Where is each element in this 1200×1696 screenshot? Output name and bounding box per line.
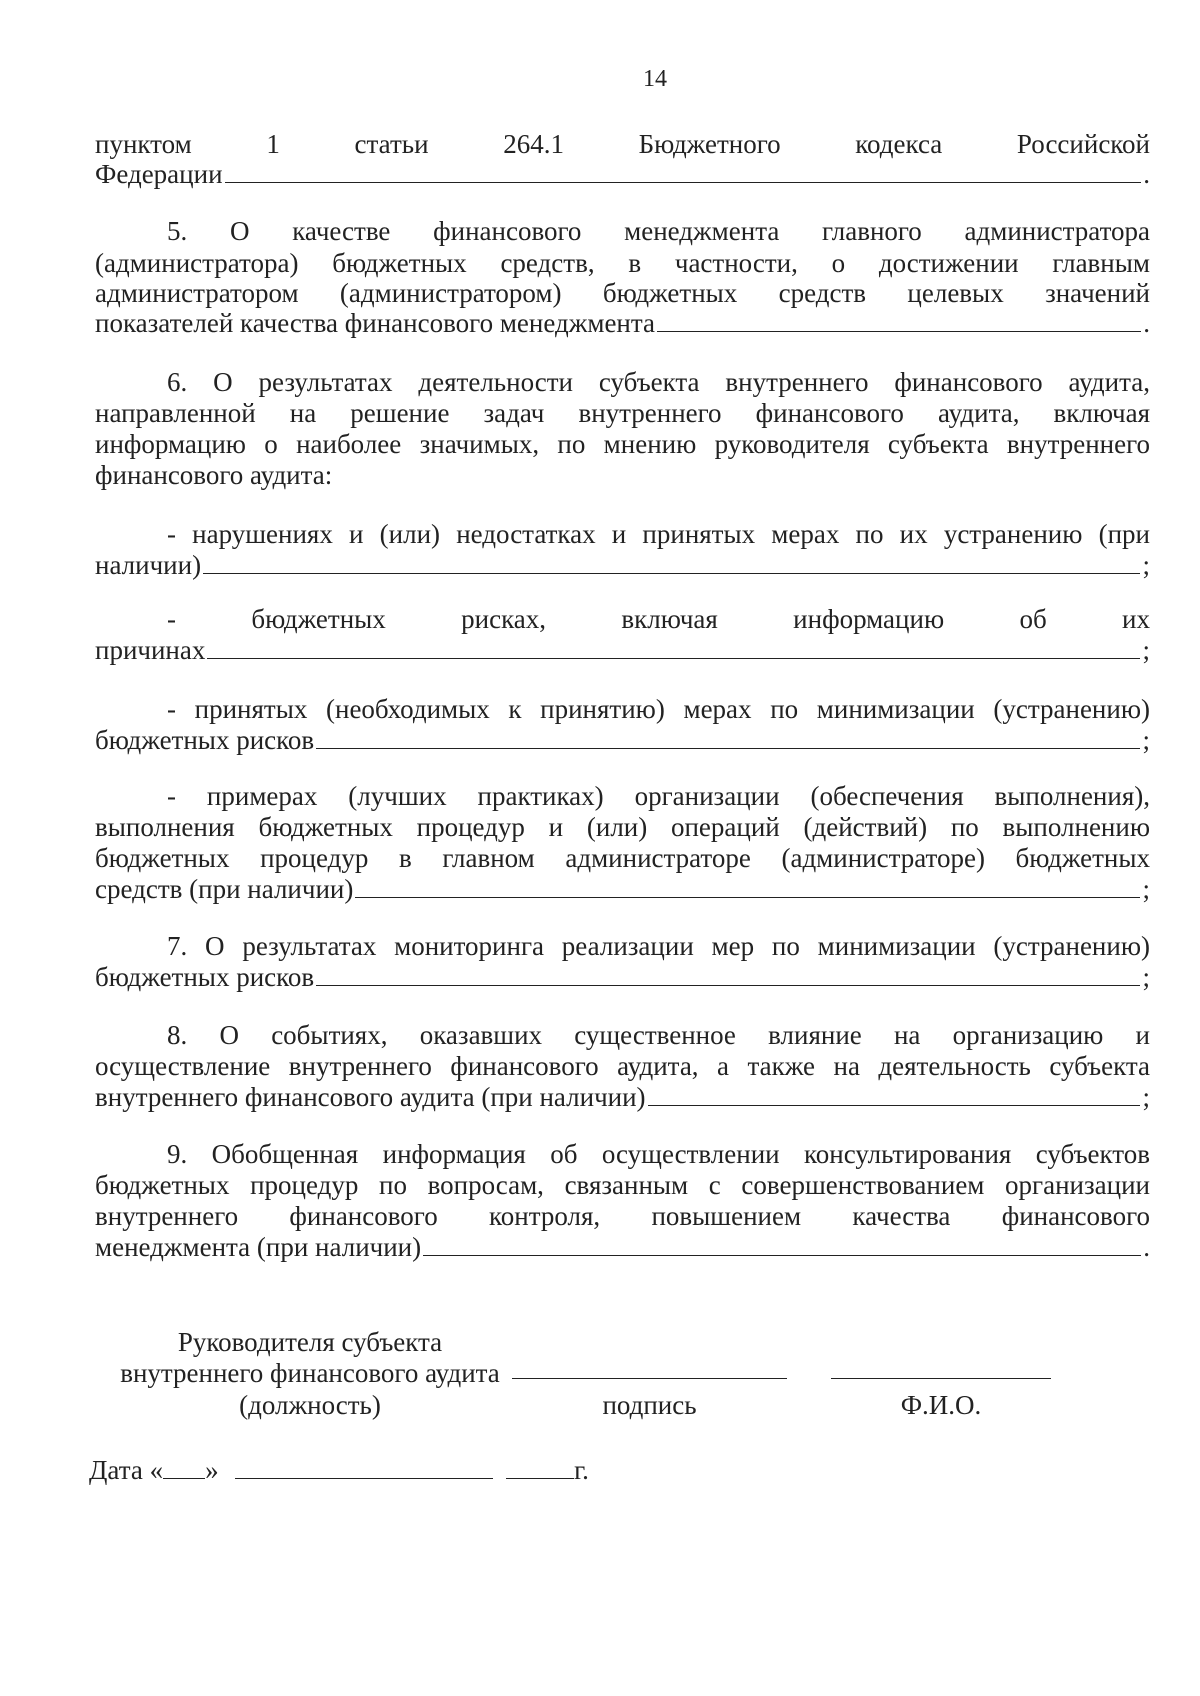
- bullet4-line: выполнения бюджетных процедур и (или) операций (действий) по выполнению: [95, 812, 1150, 842]
- date-day-blank[interactable]: [163, 1454, 205, 1479]
- item6-line: финансового аудита:: [95, 460, 333, 490]
- date-row: [89, 1454, 589, 1486]
- bullet3-blank[interactable]: [316, 724, 1140, 749]
- bullet1-label: наличии): [95, 550, 202, 580]
- item8-fill-line: [95, 1081, 1150, 1113]
- bullet2-label: причинах: [95, 635, 206, 665]
- item8-line: осуществление внутреннего финансового аудита, а также на деятельность субъекта: [95, 1051, 1150, 1081]
- item5-end: .: [1143, 308, 1150, 338]
- date-year-blank[interactable]: [506, 1454, 574, 1479]
- bullet4-end: ;: [1142, 874, 1150, 904]
- continuation-line: пунктом 1 статьи 264.1 Бюджетного кодекса Российской: [95, 129, 1150, 159]
- bullet3-fill-line: [95, 724, 1150, 756]
- item8-label: внутреннего финансового аудита (при наличии): [95, 1082, 646, 1112]
- item9-end: .: [1143, 1232, 1150, 1262]
- bullet4-fill-line: [95, 873, 1150, 905]
- item5-line: 5. О качестве финансового менеджмента главного администратора: [167, 216, 1150, 246]
- signature-line[interactable]: [512, 1378, 787, 1379]
- position-caption: (должность): [239, 1390, 381, 1420]
- bullet2-blank[interactable]: [207, 634, 1140, 659]
- bullet3-line: - принятых (необходимых к принятию) мерах по минимизации (устранению): [167, 694, 1150, 724]
- item7-line: 7. О результатах мониторинга реализации мер по минимизации (устранению): [167, 931, 1150, 961]
- item9-label: менеджмента (при наличии): [95, 1232, 422, 1262]
- date-close-quote: »: [205, 1455, 219, 1485]
- bullet2-line: - бюджетных рисках, включая информацию об их: [167, 604, 1150, 634]
- continuation-blank[interactable]: [225, 158, 1142, 183]
- date-label: Дата «: [89, 1455, 164, 1485]
- bullet3-end: ;: [1142, 725, 1150, 755]
- bullet2-fill-line: [95, 634, 1150, 666]
- date-month-blank[interactable]: [235, 1454, 493, 1479]
- signatory-title: внутреннего финансового аудита: [120, 1358, 500, 1388]
- item9-line: бюджетных процедур по вопросам, связанным с совершенствованием организации: [95, 1170, 1150, 1200]
- item7-end: ;: [1142, 962, 1150, 992]
- signature-caption: подпись: [602, 1390, 697, 1420]
- bullet4-blank[interactable]: [355, 873, 1140, 898]
- bullet1-fill-line: [95, 549, 1150, 581]
- name-line[interactable]: [831, 1378, 1051, 1379]
- item5-label: показателей качества финансового менеджмента: [95, 308, 655, 338]
- item7-blank[interactable]: [316, 961, 1140, 986]
- item7-label: бюджетных рисков: [95, 962, 315, 992]
- continuation-end: .: [1143, 159, 1150, 189]
- item9-blank[interactable]: [423, 1231, 1141, 1256]
- page-number: 14: [643, 66, 667, 92]
- item6-line: направленной на решение задач внутреннего финансового аудита, включая: [95, 398, 1150, 428]
- bullet4-line: - примерах (лучших практиках) организации (обеспечения выполнения),: [167, 781, 1150, 811]
- bullet1-line: - нарушениях и (или) недостатках и принятых мерах по их устранению (при: [167, 519, 1150, 549]
- item9-fill-line: [95, 1231, 1150, 1263]
- continuation-label: Федерации: [95, 159, 223, 189]
- date-year-suffix: г.: [574, 1455, 589, 1485]
- bullet2-end: ;: [1142, 635, 1150, 665]
- bullet3-label: бюджетных рисков: [95, 725, 315, 755]
- item5-line: (администратора) бюджетных средств, в частности, о достижении главным: [95, 248, 1150, 278]
- item6-line: информацию о наиболее значимых, по мнению руководителя субъекта внутреннего: [95, 429, 1150, 459]
- item9-line: внутреннего финансового контроля, повышением качества финансового: [95, 1201, 1150, 1231]
- bullet4-line: бюджетных процедур в главном администраторе (администраторе) бюджетных: [95, 843, 1150, 873]
- bullet4-label: средств (при наличии): [95, 874, 354, 904]
- bullet1-blank[interactable]: [203, 549, 1140, 574]
- item5-line: администратором (администратором) бюджетных средств целевых значений: [95, 278, 1150, 308]
- item8-blank[interactable]: [648, 1081, 1141, 1106]
- item6-line: 6. О результатах деятельности субъекта внутреннего финансового аудита,: [167, 367, 1150, 397]
- item9-line: 9. Обобщенная информация об осуществлении консультирования субъектов: [167, 1139, 1150, 1169]
- signatory-title: Руководителя субъекта: [177, 1327, 443, 1357]
- item8-line: 8. О событиях, оказавших существенное влияние на организацию и: [167, 1020, 1150, 1050]
- item7-fill-line: [95, 961, 1150, 993]
- bullet1-end: ;: [1142, 550, 1150, 580]
- item5-blank[interactable]: [657, 307, 1141, 332]
- continuation-fill-line: [95, 158, 1150, 190]
- item5-fill-line: [95, 307, 1150, 339]
- name-caption: Ф.И.О.: [900, 1390, 982, 1420]
- item8-end: ;: [1142, 1082, 1150, 1112]
